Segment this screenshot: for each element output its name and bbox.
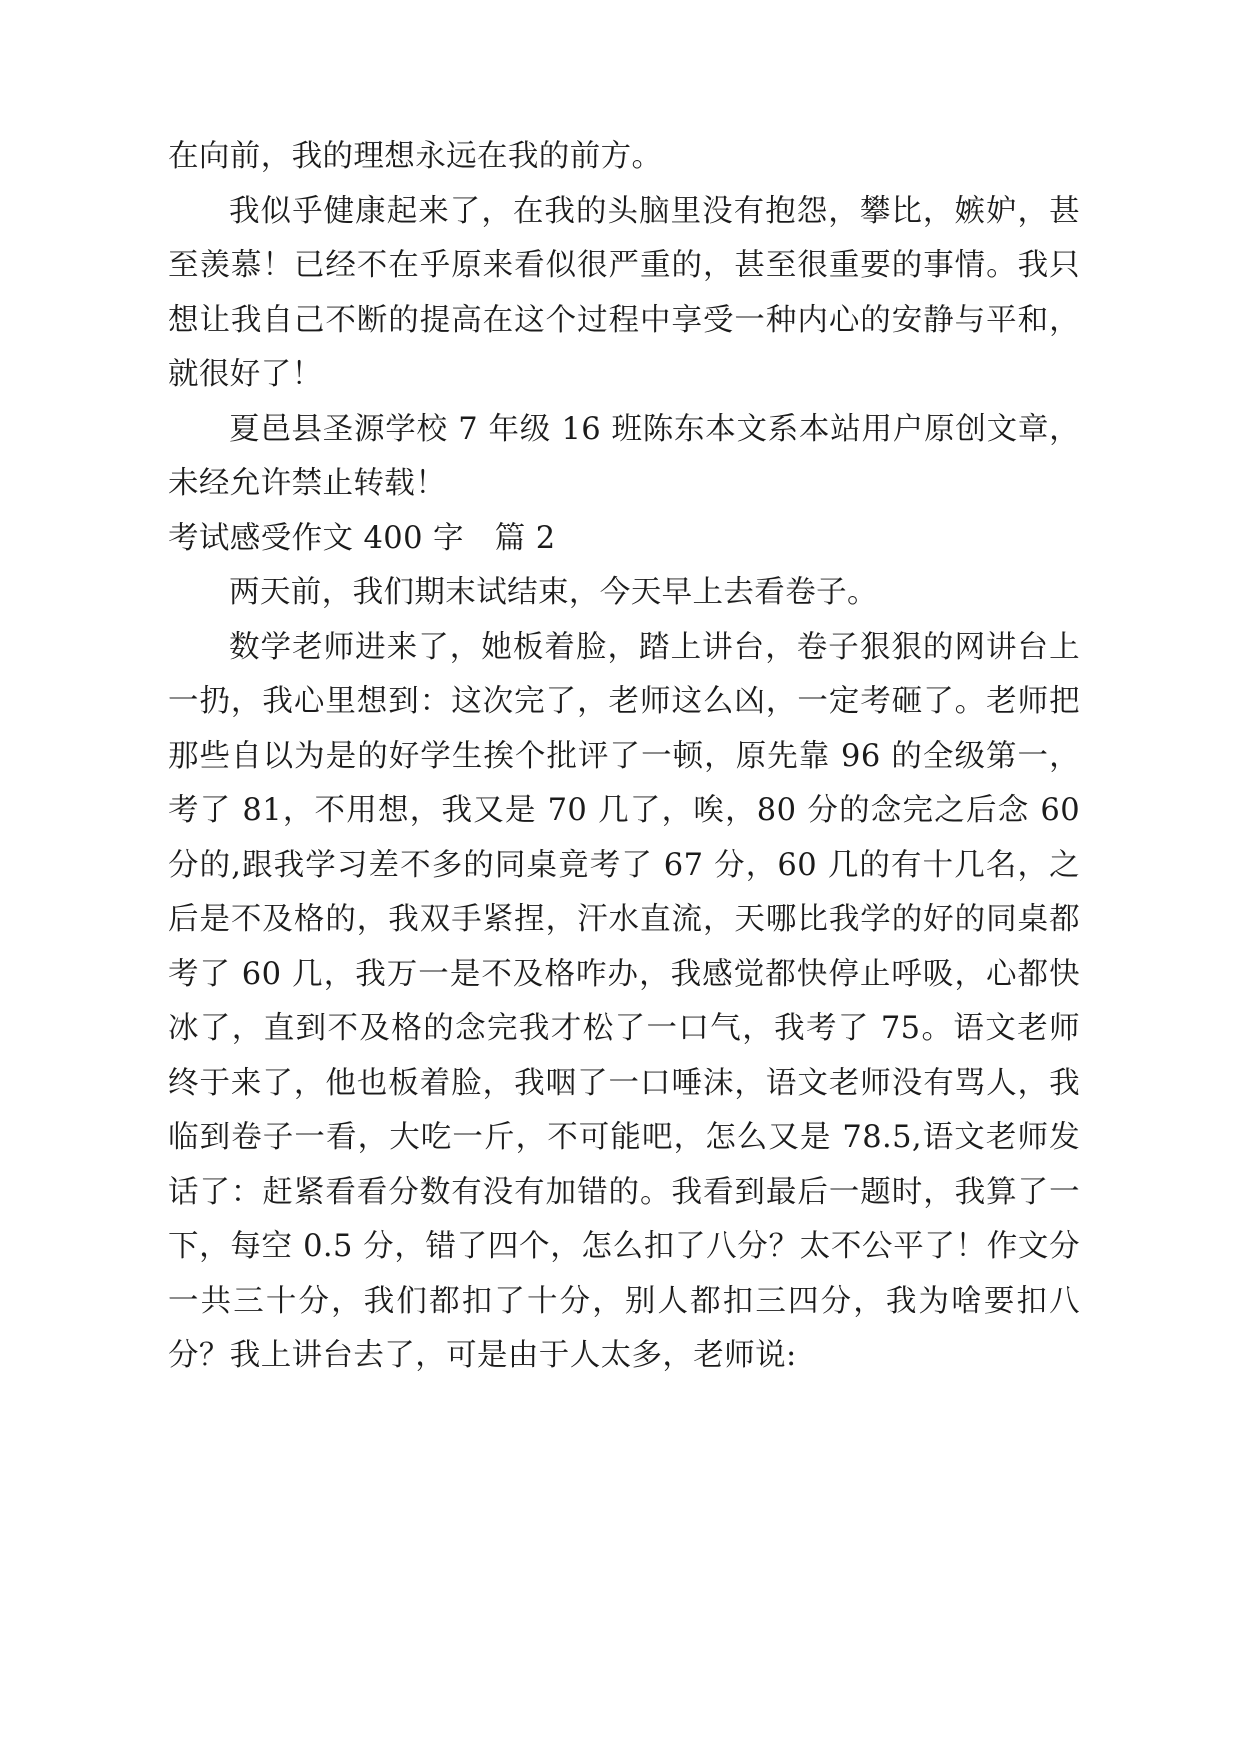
paragraph: 夏邑县圣源学校 7 年级 16 班陈东本文系本站用户原创文章，未经允许禁止转载！ — [168, 411, 1080, 501]
paragraph: 两天前，我们期末试结束，今天早上去看卷子。 — [229, 575, 878, 610]
paragraph: 数学老师进来了，她板着脸，踏上讲台，卷子狠狠的网讲台上一扔，我心里想到：这次完了，老师这么凶，一定考砸了。老师把那些自以为是的好学生挨个批评了一顿，原先靠 96 的全级第一，考了 81，不用想，我又是 70 几了，唉，80 分的念完之后念 60 分的,跟我学习差不多的同桌竟考了 67 分，60 几的有十几名，之后是不及格的，我双手紧捏，汗水直流，天哪比我学的好的同桌都考了 60 几，我万一是不及格咋办，我感觉都快停止呼吸，心都快冰了，直到不及格的念完我才松了一口气，我考了 75。语文老师终于来了，他也板着脸，我咽了一口唾沫，语文老师没有骂人，我临到卷子一看，大吃一斤，不可能吧，怎么又是 78.5,语文老师发话了：赶紧看看分数有没有加错的。我看到最后一题时，我算了一下，每空 0.5 分，错了四个，怎么扣了八分？太不公平了！作文分一共三十分，我们都扣了十分，别人都扣三四分，我为啥要扣八分？我上讲台去了，可是由于人太多，老师说: — [168, 629, 1080, 1373]
page-content — [168, 130, 1080, 1384]
paragraph: 我似乎健康起来了，在我的头脑里没有抱怨，攀比，嫉妒，甚至羡慕！已经不在乎原来看似很严重的，甚至很重要的事情。我只想让我自己不断的提高在这个过程中享受一种内心的安静与平和，就很好了！ — [168, 193, 1080, 392]
section-heading: 考试感受作文 400 字 篇 2 — [168, 520, 556, 556]
paragraph: 在向前，我的理想永远在我的前方。 — [168, 139, 663, 174]
